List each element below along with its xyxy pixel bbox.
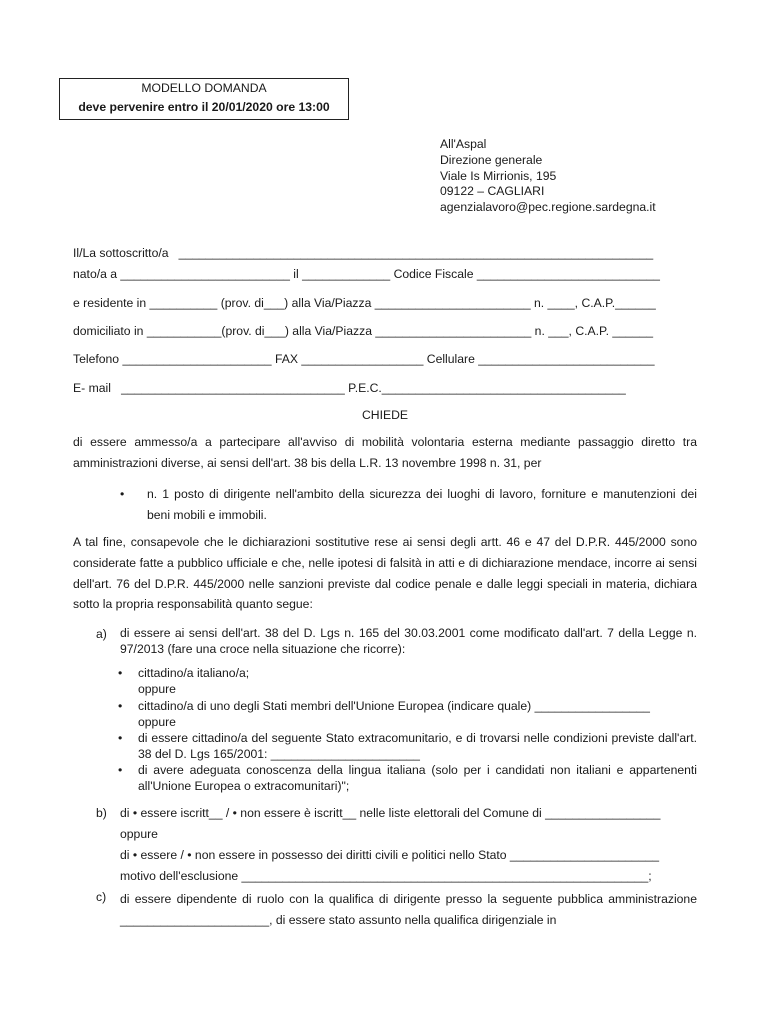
field-residence-line: e residente in __________ (prov. di___) alla Via/Piazza _______________________ n. ____, C.A.P.______: [73, 296, 656, 310]
field-birth-line: nato/a a _________________________ il _____________ Codice Fiscale ___________________________: [73, 267, 660, 281]
citizenship-option-text: di avere adeguata conoscenza della lingua italiana (solo per i candidati non italiani e appartenenti all'Unione Europea o extracomunitari)";: [138, 763, 697, 793]
item-c-text: di essere dipendente di ruolo con la qualifica di dirigente presso la seguente pubblica amministrazione ______________________, di essere stato assunto nella qualifica dirigenziale in: [120, 892, 697, 927]
item-b-letter: b): [96, 806, 107, 820]
field-email-line: E- mail _________________________________ P.E.C.____________________________________: [73, 381, 626, 395]
bullet-icon: •: [120, 487, 125, 501]
oppure-label: oppure: [120, 827, 158, 841]
section-title-chiede: CHIEDE: [361, 408, 409, 422]
bullet-icon: •: [118, 666, 123, 680]
item-a-text: di essere ai sensi dell'art. 38 del D. Lgs n. 165 del 30.03.2001 come modificato dall'art. 7 della Legge n. 97/2013 (fare una croce nella situazione che ricorre):: [120, 626, 697, 656]
field-name-line: Il/La sottoscritto/a ______________________________________________________________________: [73, 246, 654, 260]
oppure-label: oppure: [138, 681, 176, 696]
item-c-letter: c): [96, 890, 107, 904]
recipient-name: All'Aspal: [440, 137, 487, 151]
field-domicile-line: domiciliato in ___________(prov. di___) alla Via/Piazza _______________________ n. ___, C.A.P. ______: [73, 324, 654, 338]
recipient-address: [440, 137, 656, 216]
electoral-list-line: di • essere iscritt__ / • non essere è iscritt__ nelle liste elettorali del Comune di _________________: [120, 806, 661, 820]
recipient-city: 09122 – CAGLIARI: [440, 184, 545, 199]
citizenship-option-text: cittadino/a di uno degli Stati membri dell'Unione Europea (indicare quale) _________________ oppure: [138, 699, 650, 729]
position-description: n. 1 posto di dirigente nell'ambito della sicurezza dei luoghi di lavoro, forniture e manutenzioni dei beni mobili e immobili.: [147, 487, 697, 522]
item-a-letter: a): [96, 627, 107, 641]
submission-deadline: deve pervenire entro il 20/01/2020 ore 13:00: [78, 100, 330, 114]
bullet-icon: •: [118, 731, 123, 745]
citizenship-option-text: di essere cittadino/a del seguente Stato extracomunitario, e di trovarsi nelle condizioni previste dall'art. 38 del D. Lgs 165/2001: ______________________: [138, 731, 697, 761]
recipient-pec-email: agenzialavoro@pec.regione.sardegna.it: [440, 200, 656, 215]
recipient-department: Direzione generale: [440, 152, 543, 167]
form-model-title: MODELLO DOMANDA: [141, 81, 267, 95]
oppure-label: oppure: [138, 714, 176, 729]
request-intro-paragraph: di essere ammesso/a a partecipare all'avviso di mobilità volontaria esterna mediante passaggio diretto tra amministrazioni diverse, ai sensi dell'art. 38 bis della L.R. 13 novembre 1998 n. 31, per: [73, 435, 697, 470]
form-header-box: [59, 78, 349, 120]
recipient-street: Viale Is Mirrionis, 195: [440, 168, 557, 183]
bullet-icon: •: [118, 699, 123, 713]
civil-rights-line: di • essere / • non essere in possesso dei diritti civili e politici nello Stato ______________________: [120, 848, 660, 862]
field-phone-line: Telefono ______________________ FAX __________________ Cellulare __________________________: [73, 352, 655, 366]
exclusion-reason-line: motivo dell'esclusione ____________________________________________________________;: [120, 869, 652, 883]
declaration-paragraph: A tal fine, consapevole che le dichiarazioni sostitutive rese ai sensi degli artt. 46 e 47 del D.P.R. 445/2000 sono considerate fatte a pubblico ufficiale e che, nelle ipotesi di falsità in atti e di dichiarazione mendace, incorre ai sensi dell'art. 76 del D.P.R. 445/2000 nelle sanzioni previste dal codice penale e dalle leggi speciali in materia, dichiara sotto la propria responsabilità quanto segue:: [73, 535, 697, 612]
bullet-icon: •: [118, 763, 123, 777]
citizenship-option-text: cittadino/a italiano/a; oppure: [138, 666, 250, 696]
